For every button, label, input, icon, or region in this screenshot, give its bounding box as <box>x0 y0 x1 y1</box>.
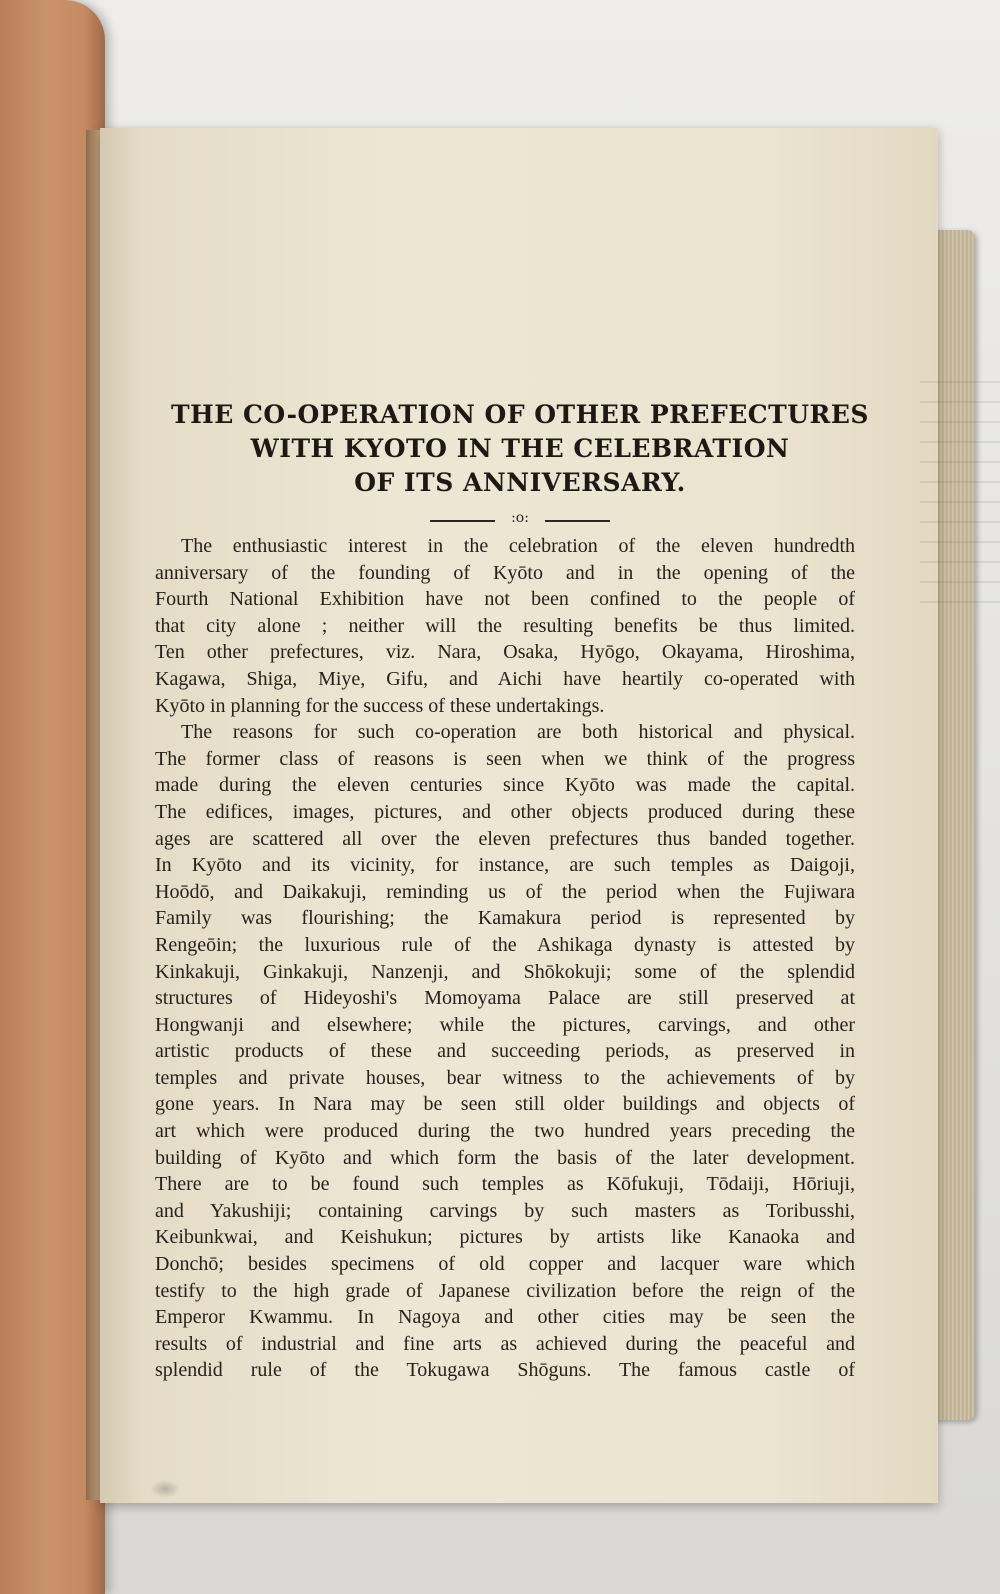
text-line: results of industrial and fine arts as achieved during the peaceful and <box>155 1332 855 1355</box>
body-text <box>155 533 855 1384</box>
ornament-rule-left <box>430 520 495 522</box>
text-line: There are to be found such temples as Kōfukuji, Tōdaiji, Hōriuji, <box>155 1173 855 1196</box>
text-line: and Yakushiji; containing carvings by such masters as Toribusshi, <box>155 1199 855 1222</box>
text-line: Kagawa, Shiga, Miye, Gifu, and Aichi have heartily co-operated with <box>155 667 855 690</box>
page-smudge <box>150 1480 180 1498</box>
text-line: In Kyōto and its vicinity, for instance, are such temples as Daigoji, <box>155 854 855 877</box>
title-ornament <box>430 512 610 528</box>
show-through-text <box>920 363 1000 613</box>
text-line: artistic products of these and succeeding periods, as preserved in <box>155 1040 855 1063</box>
text-line: Hoōdō, and Daikakuji, reminding us of the period when the Fujiwara <box>155 880 855 903</box>
text-line: Keibunkwai, and Keishukun; pictures by artists like Kanaoka and <box>155 1226 855 1249</box>
title-line: THE CO-OPERATION OF OTHER PREFECTURES <box>171 400 869 429</box>
text-line: Kinkakuji, Ginkakuji, Nanzenji, and Shōkokuji; some of the splendid <box>155 960 855 983</box>
text-line: building of Kyōto and which form the basis of the later development. <box>155 1146 855 1169</box>
text-line: structures of Hideyoshi's Momoyama Palace are still preserved at <box>155 987 855 1010</box>
text-line: that city alone ; neither will the resulting benefits be thus limited. <box>155 614 855 637</box>
text-line: ages are scattered all over the eleven prefectures thus banded together. <box>155 827 855 850</box>
text-line: The former class of reasons is seen when we think of the progress <box>155 747 855 770</box>
text-line: Kyōto in planning for the success of these undertakings. <box>155 694 605 717</box>
text-line: Ten other prefectures, viz. Nara, Osaka, Hyōgo, Okayama, Hiroshima, <box>155 641 855 664</box>
ornament-mark: :o: <box>511 510 529 526</box>
text-line: gone years. In Nara may be seen still older buildings and objects of <box>155 1093 855 1116</box>
title-line: OF ITS ANNIVERSARY. <box>354 468 686 497</box>
chapter-title <box>120 398 920 500</box>
text-line: Donchō; besides specimens of old copper and lacquer ware which <box>155 1253 855 1276</box>
text-line: The edifices, images, pictures, and other objects produced during these <box>155 800 855 823</box>
text-line: anniversary of the founding of Kyōto and in the opening of the <box>155 561 855 584</box>
text-line: splendid rule of the Tokugawa Shōguns. The famous castle of <box>155 1359 855 1382</box>
text-line: made during the eleven centuries since Kyōto was made the capital. <box>155 774 855 797</box>
text-line: testify to the high grade of Japanese civilization before the reign of the <box>155 1279 855 1302</box>
text-line: Rengeōin; the luxurious rule of the Ashikaga dynasty is attested by <box>155 933 855 956</box>
text-line: Emperor Kwammu. In Nagoya and other cities may be seen the <box>155 1306 855 1329</box>
text-line: Fourth National Exhibition have not been confined to the people of <box>155 588 855 611</box>
text-line: Hongwanji and elsewhere; while the pictures, carvings, and other <box>155 1013 855 1036</box>
text-line: The reasons for such co-operation are both historical and physical. <box>181 721 855 744</box>
title-line: WITH KYOTO IN THE CELEBRATION <box>250 434 790 463</box>
text-line: Family was flourishing; the Kamakura period is represented by <box>155 907 855 930</box>
text-line: The enthusiastic interest in the celebration of the eleven hundredth <box>181 535 855 557</box>
text-line: art which were produced during the two hundred years preceding the <box>155 1120 855 1143</box>
text-line: temples and private houses, bear witness to the achievements of by <box>155 1066 855 1089</box>
ornament-rule-right <box>545 520 610 522</box>
